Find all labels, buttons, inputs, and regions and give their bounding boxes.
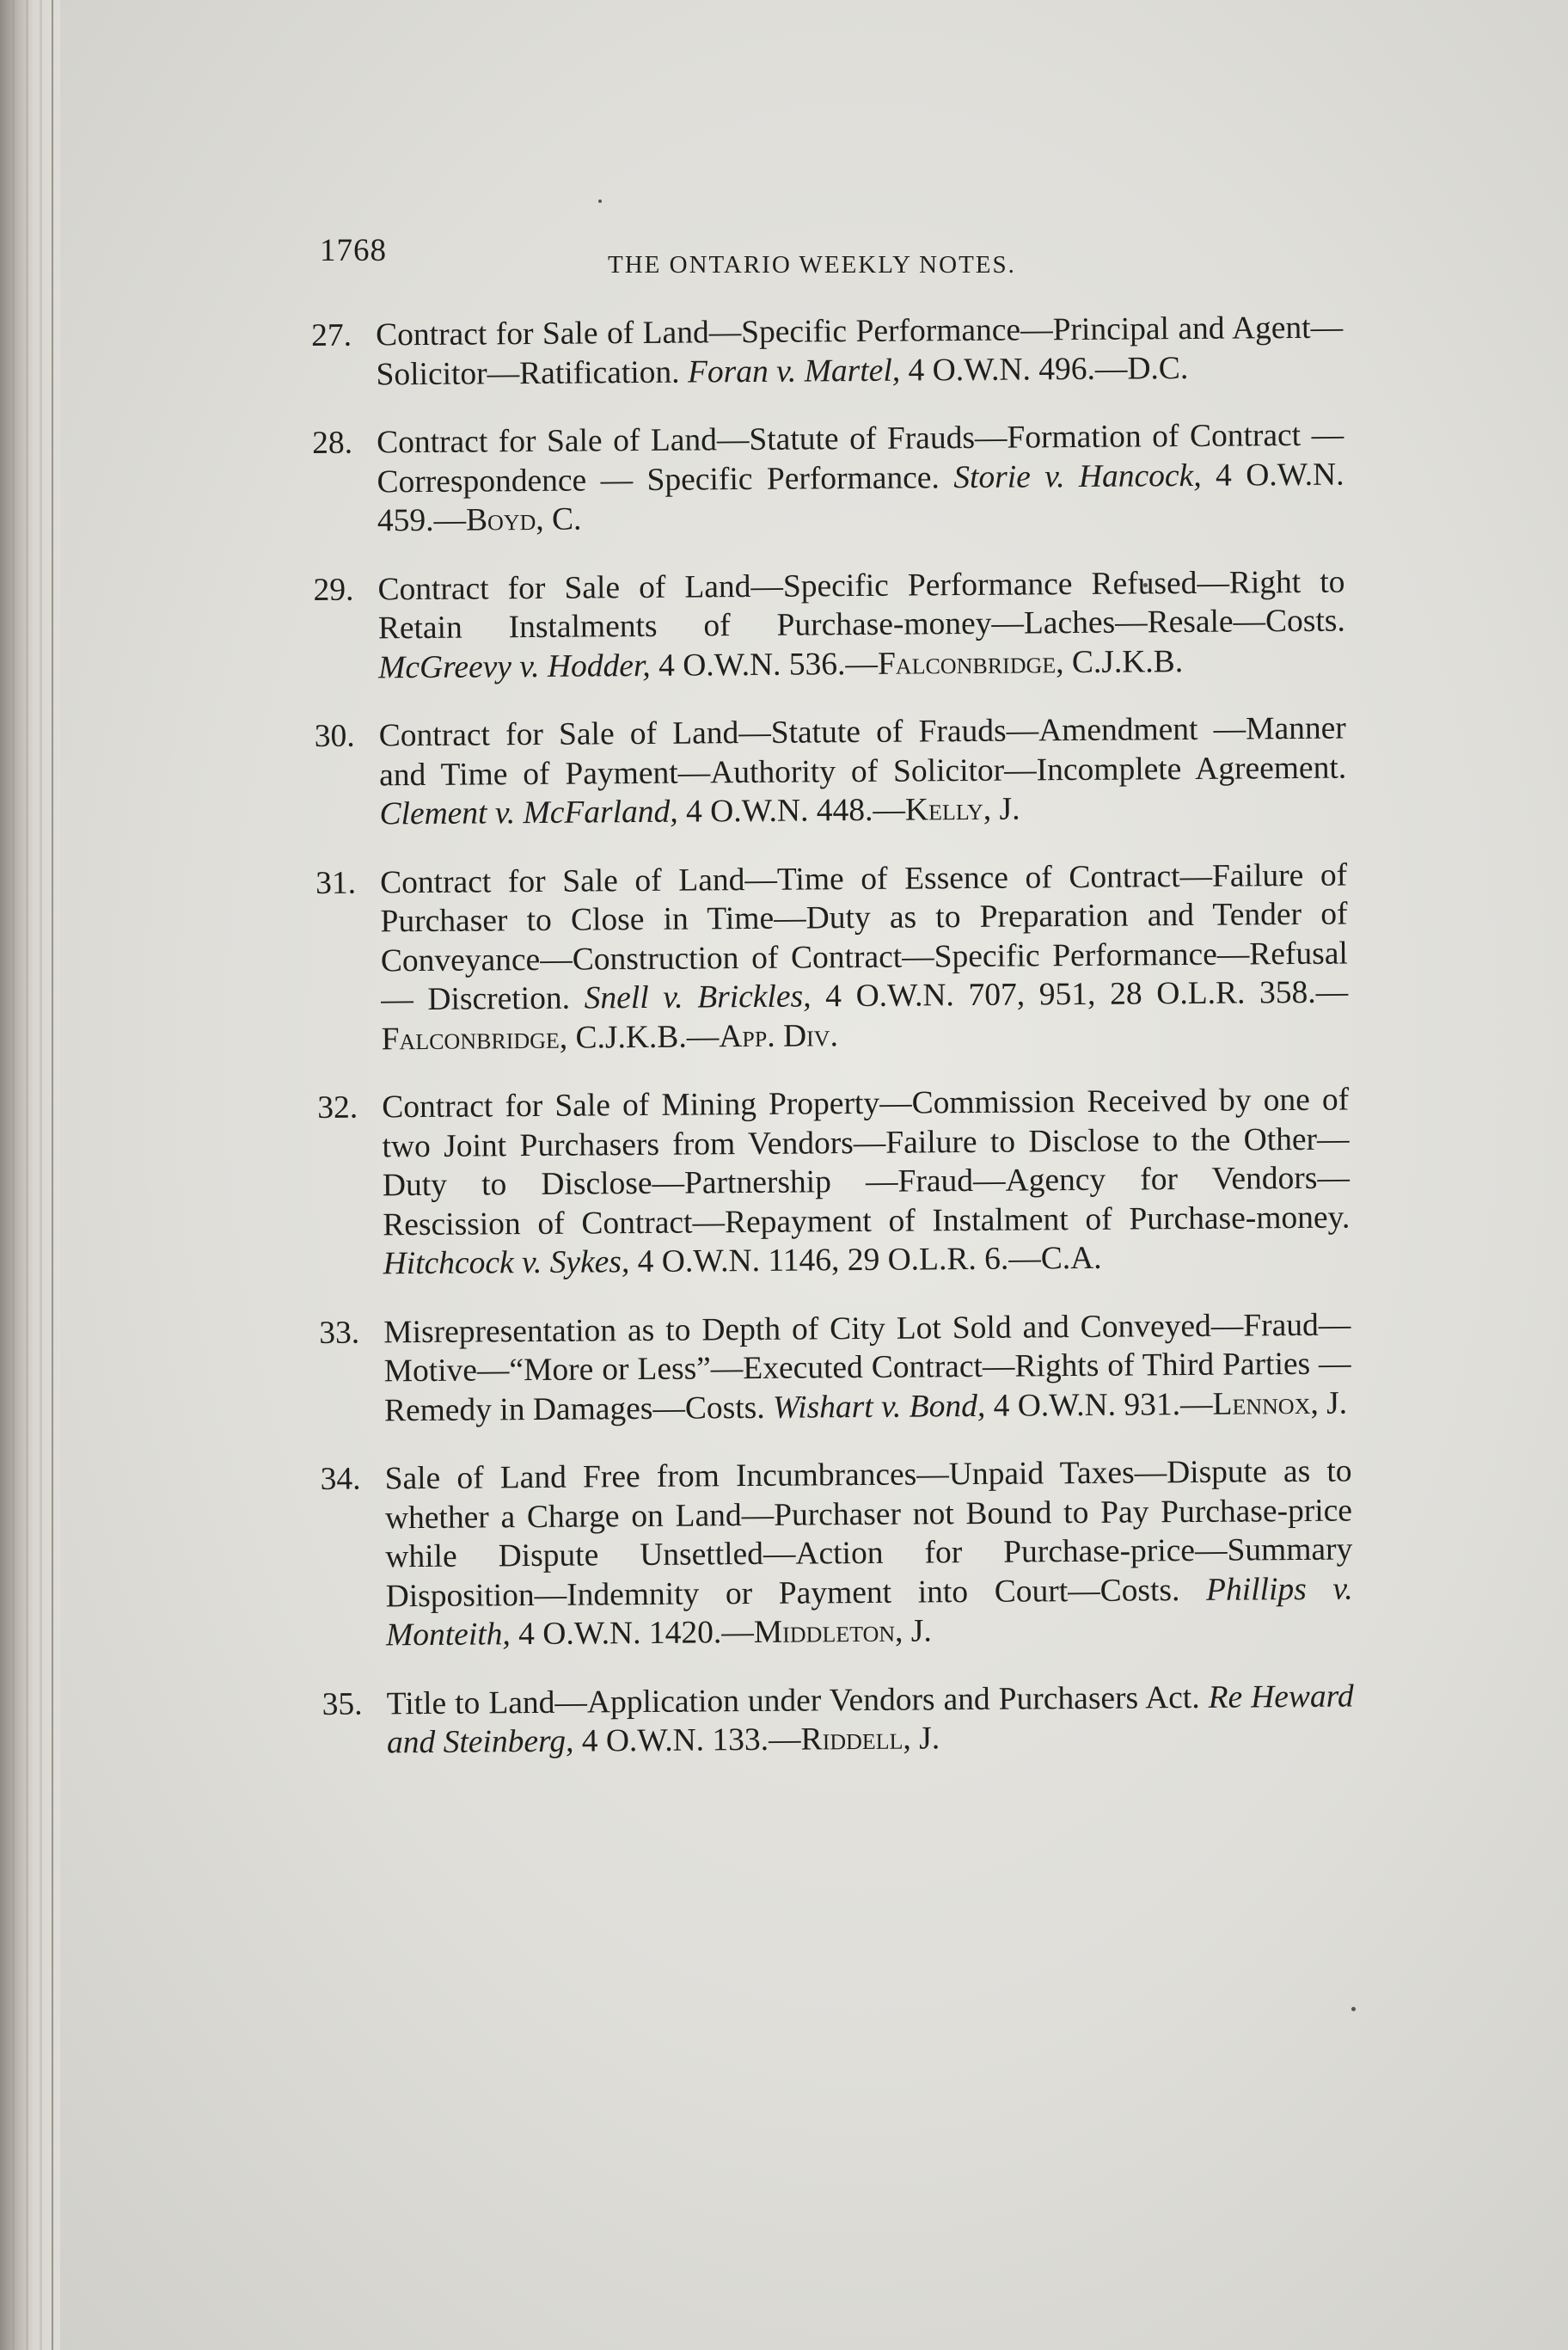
case-citation: 4 O.W.N. 536.— <box>658 646 879 684</box>
judge-name: Kelly, J. <box>904 791 1020 828</box>
entry-number: 35. <box>322 1686 363 1722</box>
entry-subject: Contract for Sale of Land—Time of Essence of Contract—Failure of Purchaser to Close in Time—Duty as to Preparation and Tender of Conveyance—Construction of Contract—Specific Performance—Refusal — Discretion. <box>380 857 1349 1018</box>
case-name: Re Heward and Steinberg, <box>386 1678 1354 1761</box>
digest-entry <box>311 309 1344 395</box>
entry-subject: Contract for Sale of Land—Statute of Frauds—Formation of Contract — Correspondence — Specific Performance. <box>376 417 1344 500</box>
entry-number: 27. <box>311 317 352 353</box>
entry-subject: Sale of Land Free from Incumbrances—Unpaid Taxes—Dispute as to whether a Charge on Land—Purchaser not Bound to Pay Purchase-price while Dispute Unsettled—Action for Purchase-price—Summary Disposition—Indemnity or Payment into Court—Costs. <box>384 1453 1353 1614</box>
entry-number: 34. <box>320 1461 361 1497</box>
digest-entry <box>313 562 1345 688</box>
judge-name: Lennox, J. <box>1212 1385 1348 1422</box>
digest-entry <box>312 416 1344 542</box>
digest-entry <box>315 709 1347 835</box>
entry-number: 30. <box>314 718 355 754</box>
entry-number: 28. <box>311 425 353 461</box>
case-name: Snell v. Brickles, <box>584 979 812 1016</box>
case-citation: 4 O.W.N. 1146, 29 O.L.R. 6.—C.A. <box>637 1240 1102 1280</box>
case-name: Wishart v. Bond, <box>772 1388 986 1426</box>
digest-entries <box>311 309 1354 1793</box>
entry-subject: Contract for Sale of Land—Statute of Frauds—Amendment —Manner and Time of Payment—Authority of Solicitor—Incomplete Agreement. <box>378 710 1347 793</box>
case-citation: 4 O.W.N. 448.— <box>685 792 906 830</box>
page-header <box>320 232 1334 284</box>
page-edge-line <box>26 0 28 2350</box>
judge-name: Falconbridge, C.J.K.B.—App. Div. <box>381 1017 839 1057</box>
judge-name: Boyd, C. <box>465 501 582 538</box>
ink-speck <box>598 199 602 203</box>
entry-number: 29. <box>313 572 354 608</box>
page-number: 1768 <box>320 233 387 268</box>
entry-subject: Contract for Sale of Land—Specific Performance Refused—Right to Retain Instalments of Purchase-money—Laches—Resale—Costs. <box>377 564 1345 647</box>
digest-entry <box>315 856 1349 1059</box>
entry-subject: Title to Land—Application under Vendors and Purchasers Act. <box>386 1679 1200 1721</box>
ink-speck <box>1351 2007 1356 2011</box>
entry-subject: Contract for Sale of Land—Specific Performance—Principal and Agent—Solicitor—Ratification. <box>376 310 1344 392</box>
case-name: Storie v. Hancock, <box>953 457 1202 495</box>
case-citation: 4 O.W.N. 1420.— <box>518 1615 754 1653</box>
page-edge-line <box>12 0 15 2350</box>
entry-subject: Contract for Sale of Mining Property—Commission Received by one of two Joint Purchasers from Vendors—Failure to Disclose to the Other—Duty to Disclose—Partnership —Fraud—Agency for Vendors—Rescission of Contract—Repayment of Instalment of Purchase-money. <box>382 1082 1351 1242</box>
case-name: Phillips v. Monteith, <box>385 1571 1353 1654</box>
case-citation: 4 O.W.N. 496.—D.C. <box>908 350 1189 389</box>
case-citation: 4 O.W.N. 459.— <box>377 457 1344 539</box>
digest-entry <box>317 1081 1351 1285</box>
page-edge-line <box>40 0 42 2350</box>
entry-subject: Misrepresentation as to Depth of City Lot Sold and Conveyed—Fraud—Motive—“More or Less”—Executed Contract—Rights of Third Parties — Remedy in Damages—Costs. <box>383 1307 1351 1428</box>
digest-entry <box>319 1305 1351 1431</box>
digest-entry <box>320 1452 1353 1656</box>
case-name: Clement v. McFarland, <box>379 794 678 832</box>
entry-number: 32. <box>317 1089 358 1126</box>
case-citation: 4 O.W.N. 133.— <box>581 1721 801 1759</box>
judge-name: Riddell, J. <box>800 1721 940 1758</box>
entry-number: 33. <box>319 1315 360 1351</box>
case-name: Foran v. Martel, <box>687 353 901 390</box>
case-citation: 4 O.W.N. 707, 951, 28 O.L.R. 358.— <box>825 974 1349 1015</box>
judge-name: Middleton, J. <box>753 1613 932 1651</box>
case-name: McGreevy v. Hodder, <box>378 647 651 685</box>
entry-number: 31. <box>315 865 357 901</box>
case-name: Hitchcock v. Sykes, <box>383 1244 630 1282</box>
case-citation: 4 O.W.N. 931.— <box>993 1386 1213 1424</box>
digest-entry <box>322 1677 1354 1763</box>
page-edge-line <box>52 0 53 2350</box>
judge-name: Falconbridge, C.J.K.B. <box>877 643 1184 682</box>
book-spine <box>0 0 60 2350</box>
running-head: THE ONTARIO WEEKLY NOTES. <box>608 251 1016 279</box>
